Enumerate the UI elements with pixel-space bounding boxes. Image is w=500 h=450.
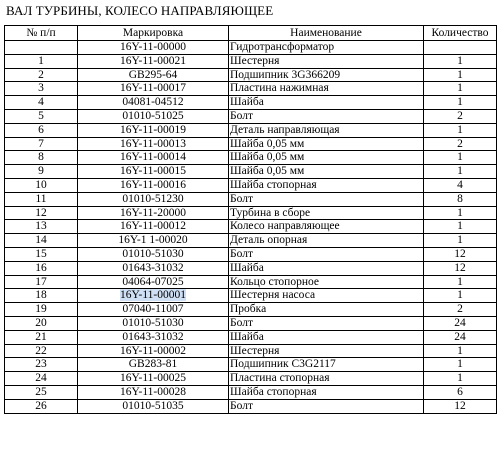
table-row (5, 247, 497, 261)
table-row (5, 178, 497, 192)
row-marking: 16Y-11-00000 (78, 41, 229, 55)
row-name: Пробка (229, 303, 424, 317)
row-marking: 16Y-11-20000 (78, 206, 229, 220)
row-num: 19 (5, 303, 78, 317)
row-marking: 01010-51025 (78, 109, 229, 123)
row-num (5, 41, 78, 55)
row-marking: 07040-11007 (78, 303, 229, 317)
row-qty: 1 (424, 234, 497, 248)
row-qty (424, 41, 497, 55)
row-name: Болт (229, 192, 424, 206)
row-num: 10 (5, 178, 78, 192)
table-row (5, 275, 497, 289)
row-name: Шестерня (229, 54, 424, 68)
row-marking: 01010-51230 (78, 192, 229, 206)
table-row (5, 399, 497, 413)
row-num: 26 (5, 399, 78, 413)
table-row (5, 82, 497, 96)
row-qty: 1 (424, 275, 497, 289)
row-marking: 16Y-11-00016 (78, 178, 229, 192)
row-name: Деталь опорная (229, 234, 424, 248)
row-qty: 1 (424, 358, 497, 372)
table-row (5, 206, 497, 220)
row-qty: 2 (424, 137, 497, 151)
row-num: 6 (5, 123, 78, 137)
row-num: 1 (5, 54, 78, 68)
row-name: Пластина нажимная (229, 82, 424, 96)
row-qty: 12 (424, 261, 497, 275)
row-name: Шайба стопорная (229, 178, 424, 192)
row-name: Подшипник 3G366209 (229, 68, 424, 82)
row-qty: 1 (424, 96, 497, 110)
row-qty: 1 (424, 151, 497, 165)
row-marking: 01010-51035 (78, 399, 229, 413)
table-row (5, 372, 497, 386)
row-name: Шайба 0,05 мм (229, 165, 424, 179)
row-name: Колесо направляющее (229, 220, 424, 234)
row-num: 25 (5, 385, 78, 399)
row-num: 5 (5, 109, 78, 123)
row-num: 7 (5, 137, 78, 151)
row-num: 21 (5, 330, 78, 344)
row-num: 2 (5, 68, 78, 82)
row-marking: 01010-51030 (78, 247, 229, 261)
row-marking: 16Y-11-00002 (78, 344, 229, 358)
row-qty: 4 (424, 178, 497, 192)
row-name: Шестерня насоса (229, 289, 424, 303)
row-num: 15 (5, 247, 78, 261)
row-num: 3 (5, 82, 78, 96)
row-name: Шайба стопорная (229, 385, 424, 399)
row-name: Шайба (229, 261, 424, 275)
row-num: 24 (5, 372, 78, 386)
row-name: Кольцо стопорное (229, 275, 424, 289)
row-num: 20 (5, 316, 78, 330)
document-title: ВАЛ ТУРБИНЫ, КОЛЕСО НАПРАВЛЯЮЩЕЕ (6, 3, 274, 18)
row-qty: 1 (424, 123, 497, 137)
row-qty: 12 (424, 399, 497, 413)
row-name: Шайба 0,05 мм (229, 137, 424, 151)
row-marking: 16Y-11-00021 (78, 54, 229, 68)
table-row (5, 220, 497, 234)
table-row (5, 303, 497, 317)
row-qty: 1 (424, 372, 497, 386)
row-name: Подшипник C3G2117 (229, 358, 424, 372)
row-name: Шайба (229, 330, 424, 344)
table-row (5, 41, 497, 55)
row-num: 8 (5, 151, 78, 165)
row-marking: 16Y-11-00017 (78, 82, 229, 96)
row-marking: GB283-81 (78, 358, 229, 372)
row-name: Турбина в сборе (229, 206, 424, 220)
row-num: 12 (5, 206, 78, 220)
row-qty: 12 (424, 247, 497, 261)
table-row (5, 54, 497, 68)
header-marking: Маркировка (78, 26, 229, 41)
row-qty: 2 (424, 303, 497, 317)
table-row (5, 68, 497, 82)
row-name: Деталь направляющая (229, 123, 424, 137)
table-row (5, 289, 497, 303)
row-qty: 1 (424, 344, 497, 358)
table-row (5, 330, 497, 344)
row-num: 11 (5, 192, 78, 206)
row-name: Болт (229, 247, 424, 261)
row-marking: 01643-31032 (78, 330, 229, 344)
row-qty: 1 (424, 206, 497, 220)
header-name: Наименование (229, 26, 424, 41)
table-row (5, 344, 497, 358)
row-marking: 16Y-11-00028 (78, 385, 229, 399)
table-row (5, 385, 497, 399)
table-row (5, 192, 497, 206)
row-marking (78, 289, 229, 303)
row-qty: 1 (424, 82, 497, 96)
table-row (5, 109, 497, 123)
row-name: Пластина стопорная (229, 372, 424, 386)
row-num: 23 (5, 358, 78, 372)
table-row (5, 165, 497, 179)
row-marking: 16Y-11-00015 (78, 165, 229, 179)
table-row (5, 137, 497, 151)
row-marking: 16Y-11-00014 (78, 151, 229, 165)
row-marking: 16Y-11-00025 (78, 372, 229, 386)
row-num: 13 (5, 220, 78, 234)
row-name: Болт (229, 316, 424, 330)
row-marking: 16Y-11-00019 (78, 123, 229, 137)
row-qty: 1 (424, 68, 497, 82)
row-marking: 04081-04512 (78, 96, 229, 110)
table-row (5, 123, 497, 137)
table-header-row (5, 26, 497, 41)
parts-table (4, 25, 497, 414)
row-num: 16 (5, 261, 78, 275)
row-qty: 1 (424, 54, 497, 68)
table-row (5, 261, 497, 275)
row-qty: 1 (424, 289, 497, 303)
row-marking: 04064-07025 (78, 275, 229, 289)
row-name: Болт (229, 399, 424, 413)
row-marking: 16Y-11-00012 (78, 220, 229, 234)
table-row (5, 358, 497, 372)
table-row (5, 96, 497, 110)
highlighted-text[interactable]: 16Y-11-00001 (119, 289, 186, 302)
row-name: Шестерня (229, 344, 424, 358)
row-qty: 24 (424, 330, 497, 344)
row-marking: 16Y-11-00013 (78, 137, 229, 151)
row-name: Шайба (229, 96, 424, 110)
row-num: 4 (5, 96, 78, 110)
row-qty: 6 (424, 385, 497, 399)
table-row (5, 234, 497, 248)
table-row (5, 316, 497, 330)
header-qty: Количество (424, 26, 497, 41)
row-name: Болт (229, 109, 424, 123)
row-qty: 24 (424, 316, 497, 330)
row-qty: 1 (424, 165, 497, 179)
row-num: 22 (5, 344, 78, 358)
row-name: Гидротрансформатор (229, 41, 424, 55)
row-qty: 1 (424, 220, 497, 234)
row-num: 9 (5, 165, 78, 179)
row-num: 14 (5, 234, 78, 248)
row-name: Шайба 0,05 мм (229, 151, 424, 165)
row-qty: 8 (424, 192, 497, 206)
header-num: № п/п (5, 26, 78, 41)
row-marking: 01643-31032 (78, 261, 229, 275)
table-row (5, 151, 497, 165)
row-marking: 01010-51030 (78, 316, 229, 330)
row-num: 17 (5, 275, 78, 289)
row-marking: 16Y-1 1-00020 (78, 234, 229, 248)
row-num: 18 (5, 289, 78, 303)
row-qty: 2 (424, 109, 497, 123)
row-marking: GB295-64 (78, 68, 229, 82)
